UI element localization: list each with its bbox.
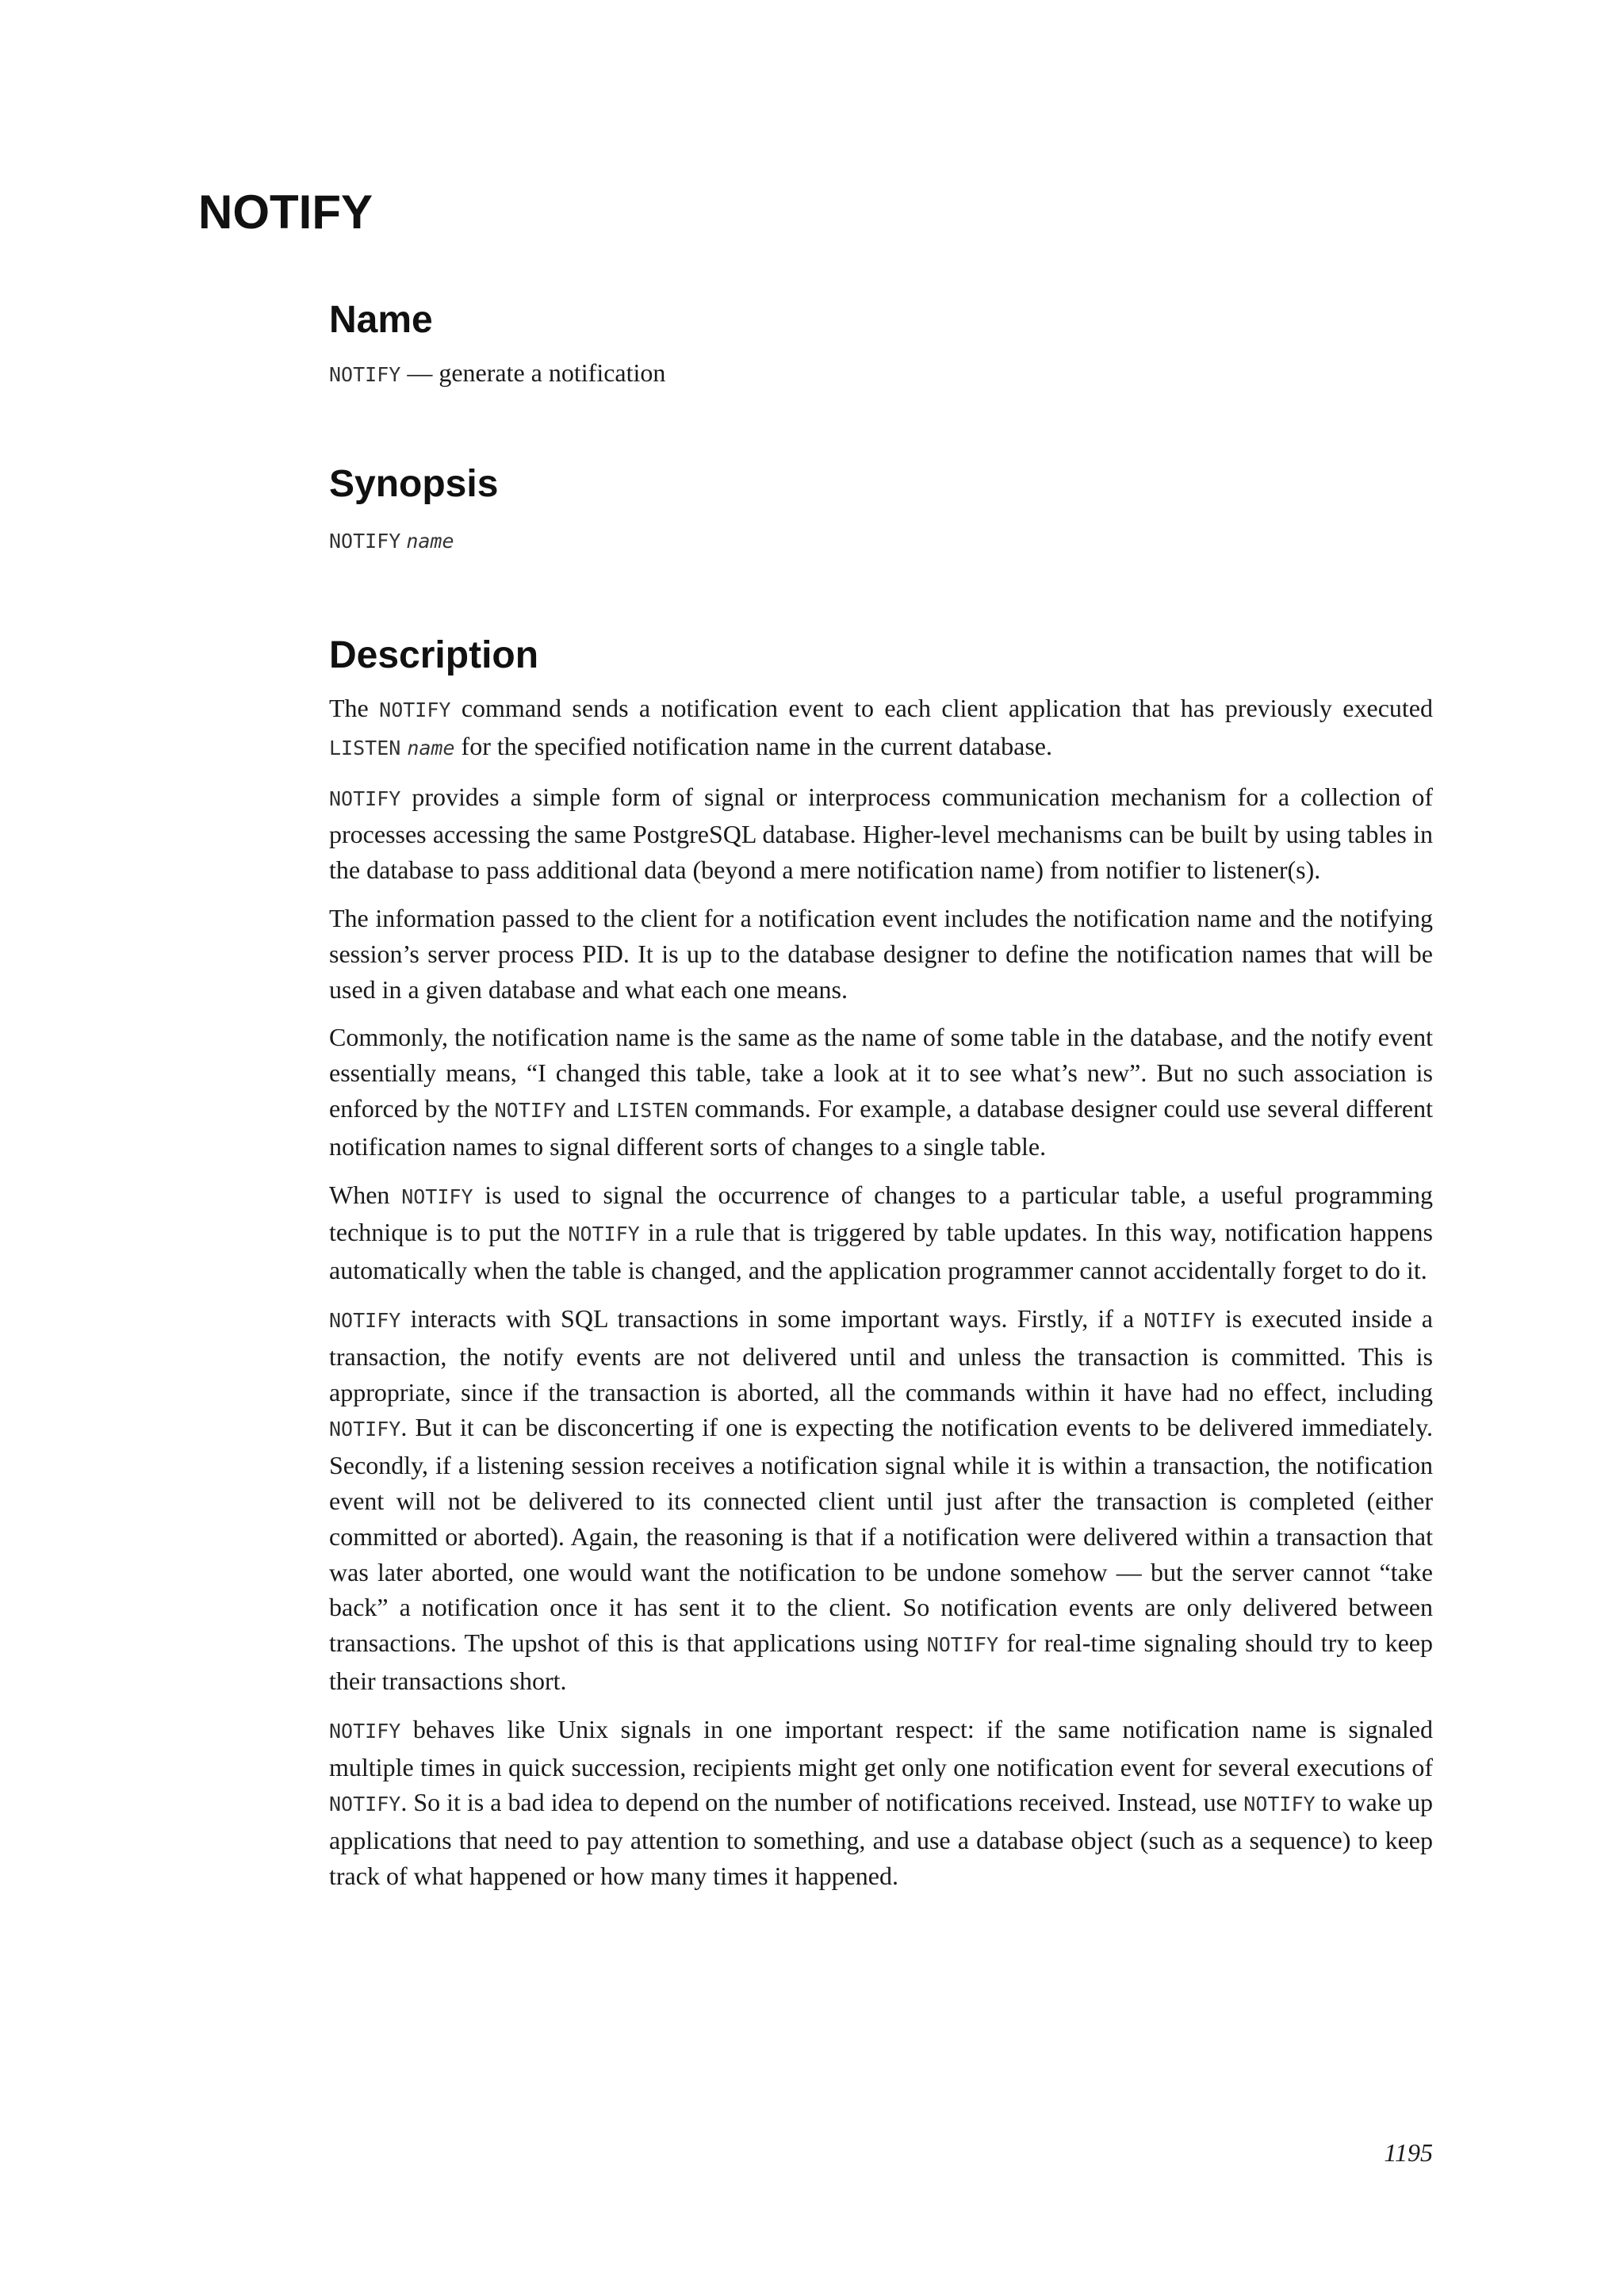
synopsis-section <box>329 459 1433 559</box>
synopsis-arg: name <box>406 530 454 553</box>
inline-code: NOTIFY <box>568 1223 640 1246</box>
inline-code: NOTIFY <box>1143 1308 1216 1332</box>
text-run: . But it can be disconcerting if one is expecting the notification events to be delivered immediately. Secondly, if a listening session receives a notification signal while it is within a transaction, the notification event will not be delivered to its connected client until just after the transaction is completed (either committed or aborted). Again, the reasoning is that if a notification were delivered within a transaction that was later aborted, one would want the notification to be undone somehow — but the server cannot “take back” a notification once it has sent it to the client. So notification events are only delivered between transactions. The upshot of this is that applications using <box>329 1413 1433 1658</box>
text-run: Commonly, the notification name is the same as the name of some table in the database, and the notify event essentially means, “I changed this table, take a look at it to see what’s new”. But no such association is enforced by the <box>329 1023 1433 1123</box>
text-run: and <box>565 1093 617 1123</box>
text-run: commands. For example, a database designer could use several different notification names to signal different sorts of changes to a single table. <box>329 1093 1433 1161</box>
description-body <box>329 691 1433 1894</box>
text-run: behaves like Unix signals in one important respect: if the same notification name is signaled multiple times in quick succession, recipients might get only one notification event for several executions of <box>329 1714 1433 1781</box>
synopsis-heading: Synopsis <box>329 463 499 505</box>
description-paragraph <box>329 1020 1433 1164</box>
text-run: The <box>329 694 380 722</box>
inline-code: NOTIFY <box>329 786 401 810</box>
text-run: When <box>329 1180 402 1209</box>
inline-code: NOTIFY <box>401 1184 473 1208</box>
inline-code: NOTIFY <box>1243 1793 1316 1816</box>
name-summary: — generate a notification <box>400 358 666 387</box>
description-paragraph <box>329 1712 1433 1894</box>
text-run: for real-time signaling should try to keep their transactions short. <box>329 1628 1434 1695</box>
inline-code: NOTIFY <box>379 698 451 721</box>
page-title: NOTIFY <box>198 186 373 239</box>
inline-code: LISTEN <box>616 1098 688 1122</box>
description-paragraph <box>329 691 1433 767</box>
inline-code: NOTIFY <box>329 1308 401 1332</box>
inline-code: NOTIFY <box>926 1633 999 1657</box>
description-paragraph <box>329 779 1433 888</box>
name-line <box>329 355 1433 392</box>
text-run: . So it is a bad idea to depend on the number of notifications received. Instead, use <box>400 1788 1244 1817</box>
text-run: The information passed to the client for a notification event includes the notification name and the notifying session’s server process PID. It is up to the database designer to define the notification names that will be used in a given database and what each one means. <box>329 903 1433 1004</box>
name-heading: Name <box>329 299 433 341</box>
synopsis-command: NOTIFY <box>329 530 401 553</box>
text-run: interacts with SQL transactions in some important ways. Firstly, if a <box>400 1303 1144 1333</box>
inline-code: NOTIFY <box>329 1719 401 1743</box>
name-section <box>329 295 1433 392</box>
inline-code: NOTIFY <box>329 1418 401 1441</box>
text-run: to wake up applications that need to pay attention to something, and use a database object (such as a sequence) to keep track of what happened or how many times it happened. <box>329 1788 1434 1890</box>
description-paragraph <box>329 1301 1433 1699</box>
inline-code-argument: name <box>407 736 455 760</box>
name-command: NOTIFY <box>329 363 401 386</box>
text-run: in a rule that is triggered by table updates. In this way, notification happens automatically when the table is changed, and the application programmer cannot accidentally forget to do it. <box>329 1218 1433 1285</box>
inline-code: NOTIFY <box>494 1098 566 1122</box>
description-heading: Description <box>329 634 539 676</box>
description-paragraph <box>329 901 1433 1007</box>
text-run: command sends a notification event to each client application that has previously executed <box>450 694 1434 722</box>
description-paragraph <box>329 1177 1433 1288</box>
main-content <box>329 295 1433 1907</box>
inline-code: LISTEN <box>329 736 401 760</box>
text-run: is used to signal the occurrence of changes to a particular table, a useful programming technique is to put the <box>329 1180 1434 1247</box>
text-run: provides a simple form of signal or interprocess communication mechanism for a collection of processes accessing the same PostgreSQL database. Higher-level mechanisms can be built by using tables in the database to pass additional data (beyond a mere notification name) from notifier to listener(s). <box>329 782 1433 885</box>
synopsis-line <box>329 524 1433 559</box>
text-run: for the specified notification name in the current database. <box>454 731 1052 760</box>
inline-code: NOTIFY <box>329 1793 401 1816</box>
page-number: 1195 <box>1384 2138 1433 2167</box>
text-run: is executed inside a transaction, the notify events are not delivered until and unless the transaction is committed. This is appropriate, since if the transaction is aborted, all the commands within it have had no effect, including <box>329 1303 1434 1406</box>
description-section <box>329 630 1433 1894</box>
